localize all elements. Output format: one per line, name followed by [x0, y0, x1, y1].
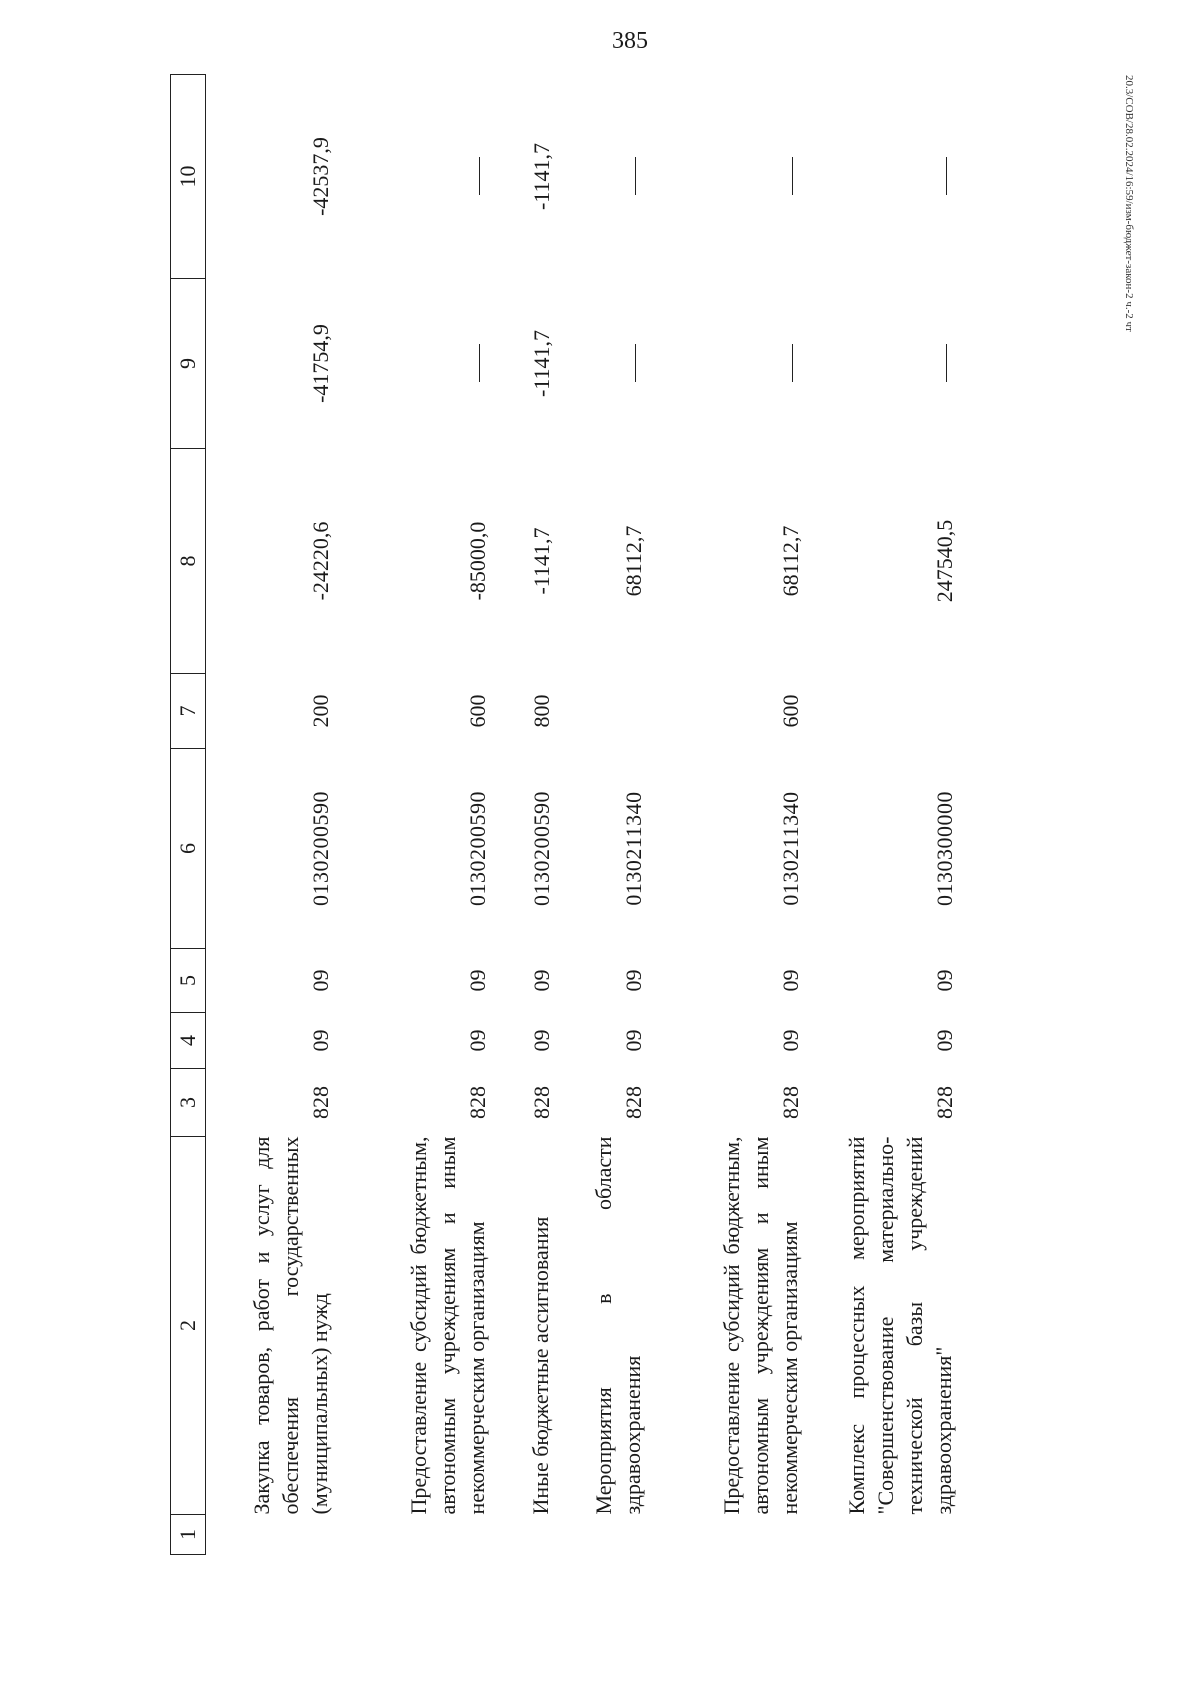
table-row	[647, 75, 804, 1555]
table-row	[555, 75, 647, 1555]
table-header-row	[171, 75, 206, 1555]
cell-section: 09	[528, 1029, 554, 1052]
cell-section: 09	[777, 1029, 803, 1052]
cell-expense-type	[555, 674, 647, 749]
cell-section: 09	[464, 1029, 490, 1052]
document-footer-code: 20.3/СОВ/28.02.2024/16:59/изм-бюджет-закон-2 ч.-2 чт	[1123, 75, 1135, 332]
cell-expense-type: 200	[307, 694, 333, 728]
cell-target-article: 0130300000	[931, 791, 957, 906]
dash-mark	[792, 158, 794, 196]
cell-ministry-code: 828	[307, 1086, 333, 1119]
rotated-table-container	[170, 75, 995, 1555]
cell-subsection: 09	[620, 969, 646, 992]
cell-description: Мероприятия в области здравоохранения	[590, 1136, 645, 1515]
column-header: 10	[171, 75, 206, 279]
cell-amount-2026	[647, 75, 804, 279]
cell-col-1	[555, 1515, 647, 1555]
cell-target-article: 0130200590	[464, 791, 490, 906]
cell-description: Закупка товаров, работ и услуг для обеспечения государственных (муниципальных) нужд	[248, 1136, 332, 1515]
cell-col-1	[647, 1515, 804, 1555]
cell-amount-2024: -1141,7	[528, 527, 554, 595]
table-row	[804, 75, 958, 1555]
cell-description: Предоставление субсидий бюджетным, автономным учреждениям и иным некоммерческим организациям	[718, 1136, 802, 1515]
cell-ministry-code: 828	[931, 1086, 957, 1119]
table-row	[334, 75, 491, 1555]
cell-ministry-code: 828	[777, 1086, 803, 1119]
dash-mark	[635, 345, 637, 383]
column-header: 6	[171, 749, 206, 949]
cell-amount-2025	[804, 279, 958, 449]
cell-ministry-code: 828	[528, 1086, 554, 1119]
cell-col-1	[491, 1515, 555, 1555]
cell-amount-2024: 68112,7	[620, 525, 646, 597]
cell-section: 09	[931, 1029, 957, 1052]
cell-expense-type: 600	[464, 694, 490, 728]
cell-subsection: 09	[528, 969, 554, 992]
column-header: 4	[171, 1013, 206, 1069]
cell-amount-2025: -41754,9	[307, 324, 333, 403]
cell-subsection: 09	[931, 969, 957, 992]
cell-amount-2024: -24220,6	[307, 521, 333, 601]
cell-amount-2025	[555, 279, 647, 449]
cell-amount-2024: -85000,0	[464, 521, 490, 601]
cell-target-article: 0130200590	[307, 791, 333, 906]
column-header: 7	[171, 674, 206, 749]
dash-mark	[479, 158, 481, 196]
cell-subsection: 09	[307, 969, 333, 992]
dash-mark	[946, 345, 948, 383]
cell-subsection: 09	[464, 969, 490, 992]
page-number: 385	[612, 28, 648, 54]
dash-mark	[792, 345, 794, 383]
cell-col-1	[804, 1515, 958, 1555]
cell-expense-type: 800	[528, 694, 554, 728]
cell-amount-2026	[804, 75, 958, 279]
cell-amount-2026	[555, 75, 647, 279]
column-header: 3	[171, 1069, 206, 1137]
dash-mark	[635, 158, 637, 196]
cell-amount-2026: -42537,9	[307, 137, 333, 216]
column-header: 8	[171, 449, 206, 674]
cell-amount-2026	[334, 75, 491, 279]
cell-amount-2025: -1141,7	[528, 330, 554, 398]
cell-subsection: 09	[777, 969, 803, 992]
cell-target-article: 0130211340	[777, 791, 803, 906]
dash-mark	[946, 158, 948, 196]
cell-description: Иные бюджетные ассигнования	[527, 1216, 553, 1515]
dash-mark	[479, 345, 481, 383]
cell-col-1	[206, 1515, 334, 1555]
cell-col-1	[334, 1515, 491, 1555]
cell-description: Комплекс процессных мероприятий "Совершенствование материально-технической базы учреждений здравоохранения"	[843, 1136, 956, 1515]
cell-expense-type: 600	[777, 694, 803, 728]
cell-target-article: 0130200590	[528, 791, 554, 906]
column-header: 1	[171, 1515, 206, 1555]
cell-description: Предоставление субсидий бюджетным, автономным учреждениям и иным некоммерческим организациям	[405, 1136, 489, 1515]
table-row	[491, 75, 555, 1555]
cell-ministry-code: 828	[464, 1086, 490, 1119]
column-header: 5	[171, 949, 206, 1013]
cell-target-article: 0130211340	[620, 791, 646, 906]
cell-amount-2024: 68112,7	[777, 525, 803, 597]
cell-amount-2025	[647, 279, 804, 449]
cell-amount-2024: 247540,5	[931, 519, 957, 603]
budget-table	[170, 74, 958, 1555]
column-header: 2	[171, 1137, 206, 1515]
cell-expense-type	[804, 674, 958, 749]
cell-section: 09	[620, 1029, 646, 1052]
table-row	[206, 75, 334, 1555]
table-body	[206, 75, 958, 1555]
cell-ministry-code: 828	[620, 1086, 646, 1119]
column-header: 9	[171, 279, 206, 449]
cell-amount-2026: -1141,7	[528, 143, 554, 211]
cell-section: 09	[307, 1029, 333, 1052]
cell-amount-2025	[334, 279, 491, 449]
